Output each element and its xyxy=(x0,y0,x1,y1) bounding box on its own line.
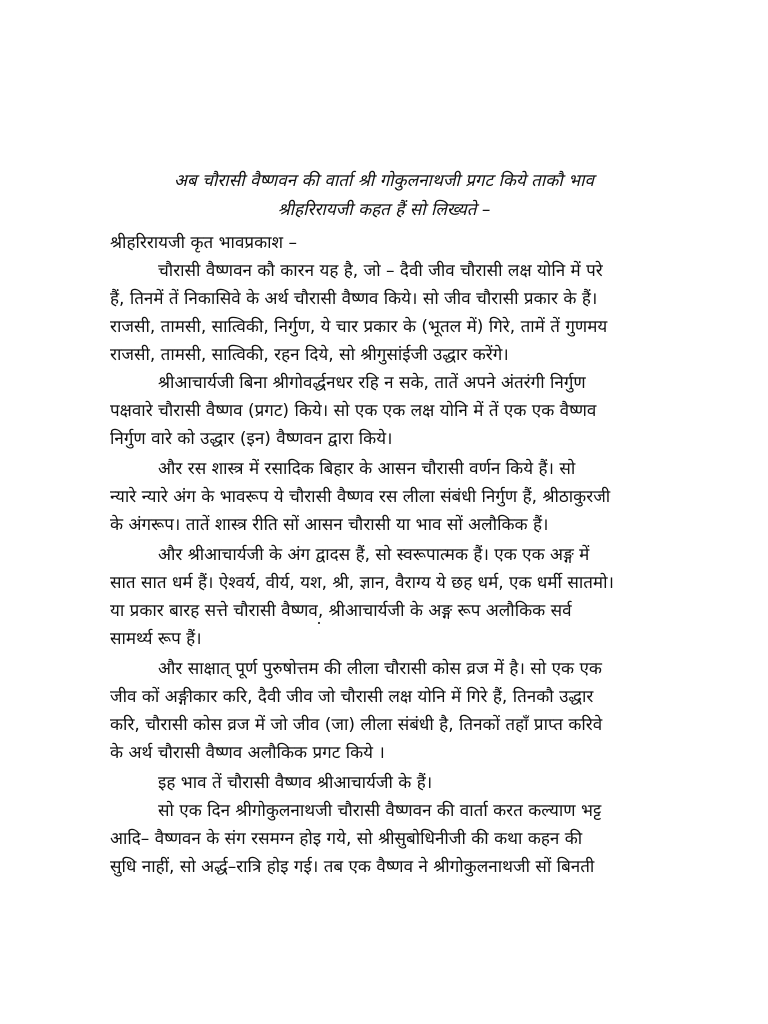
paragraph-2-line-3: निर्गुण वारे को उद्धार (इन) वैष्णवन द्वारा किये। xyxy=(110,429,393,449)
paragraph-5-line-3: करि, चौरासी कोस व्रज में जो जीव (जा) लीला संबंधी है, तिनकों तहाँ प्राप्त करिवे xyxy=(110,715,603,735)
paragraph-1-line-2: हैं, तिनमें तें निकासिवे के अर्थ चौरासी वैष्णव किये। सो जीव चौरासी प्रकार के हैं। xyxy=(110,289,598,309)
ink-dot xyxy=(318,622,320,624)
paragraph-4-line-1: और श्रीआचार्यजी के अंग द्वादस हैं, सो स्वरूपात्मक हैं। एक एक अङ्ग में xyxy=(158,545,590,565)
paragraph-4-line-2: सात सात धर्म हैं। ऐश्वर्य, वीर्य, यश, श्री, ज्ञान, वैराग्य ये छह धर्म, एक धर्मी सातमो। xyxy=(110,573,614,593)
paragraph-4-line-4: सामर्थ्य रूप हैं। xyxy=(110,629,202,649)
paragraph-6-line-1: इह भाव तें चौरासी वैष्णव श्रीआचार्यजी के हैं। xyxy=(158,773,433,793)
paragraph-3-line-1: और रस शास्त्र में रसादिक बिहार के आसन चौरासी वर्णन किये हैं। सो xyxy=(158,459,576,479)
paragraph-5-line-4: के अर्थ चौरासी वैष्णव अलौकिक प्रगट किये । xyxy=(110,743,385,763)
title-line-2: श्रीहरिरायजी कहत हैं सो लिख्यते – xyxy=(277,200,491,220)
title-line-1: अब चौरासी वैष्णवन की वार्ता श्री गोकुलनाथजी प्रगट किये ताकौ भाव xyxy=(174,171,594,191)
paragraph-7-line-1: सो एक दिन श्रीगोकुलनाथजी चौरासी वैष्णवन की वार्ता करत कल्याण भट्ट xyxy=(158,801,602,821)
paragraph-1-line-1: चौरासी वैष्णवन कौ कारन यह है, जो – दैवी जीव चौरासी लक्ष योनि में परे xyxy=(158,261,603,281)
paragraph-2-line-1: श्रीआचार्यजी बिना श्रीगोवर्द्धनधर रहि न सके, तातें अपने अंतरंगी निर्गुण xyxy=(158,373,586,393)
paragraph-1-line-3: राजसी, तामसी, सात्विकी, निर्गुण, ये चार प्रकार के (भूतल में) गिरे, तामें तें गुणमय xyxy=(110,317,608,337)
paragraph-3-line-3: के अंगरूप। तातें शास्त्र रीति सों आसन चौरासी या भाव सों अलौकिक हैं। xyxy=(110,515,549,535)
paragraph-2-line-2: पक्षवारे चौरासी वैष्णव (प्रगट) किये। सो एक एक लक्ष योनि में तें एक एक वैष्णव xyxy=(110,401,597,421)
paragraph-7-line-2: आदि– वैष्णवन के संग रसमग्न होइ गये, सो श्रीसुबोधिनीजी की कथा कहन की xyxy=(110,829,583,849)
paragraph-4-line-3: या प्रकार बारह सत्ते चौरासी वैष्णव, श्रीआचार्यजी के अङ्ग रूप अलौकिक सर्व xyxy=(110,601,572,621)
paragraph-3-line-2: न्यारे न्यारे अंग के भावरूप ये चौरासी वैष्णव रस लीला संबंधी निर्गुण हैं, श्रीठाकुरजी xyxy=(110,487,611,507)
paragraph-5-line-1: और साक्षात् पूर्ण पुरुषोत्तम की लीला चौरासी कोस व्रज में है। सो एक एक xyxy=(158,659,602,679)
paragraph-1-line-4: राजसी, तामसी, सात्विकी, रहन दिये, सो श्रीगुसांईजी उद्धार करेंगे। xyxy=(110,345,509,365)
paragraph-5-line-2: जीव कों अङ्गीकार करि, दैवी जीव जो चौरासी लक्ष योनि में गिरे हैं, तिनकौ उद्धार xyxy=(110,687,594,707)
paragraph-7-line-3: सुधि नाहीं, सो अर्द्ध–रात्रि होइ गई। तब एक वैष्णव ने श्रीगोकुलनाथजी सों बिनती xyxy=(110,857,595,877)
section-heading: श्रीहरिरायजी कृत भावप्रकाश – xyxy=(110,233,298,253)
